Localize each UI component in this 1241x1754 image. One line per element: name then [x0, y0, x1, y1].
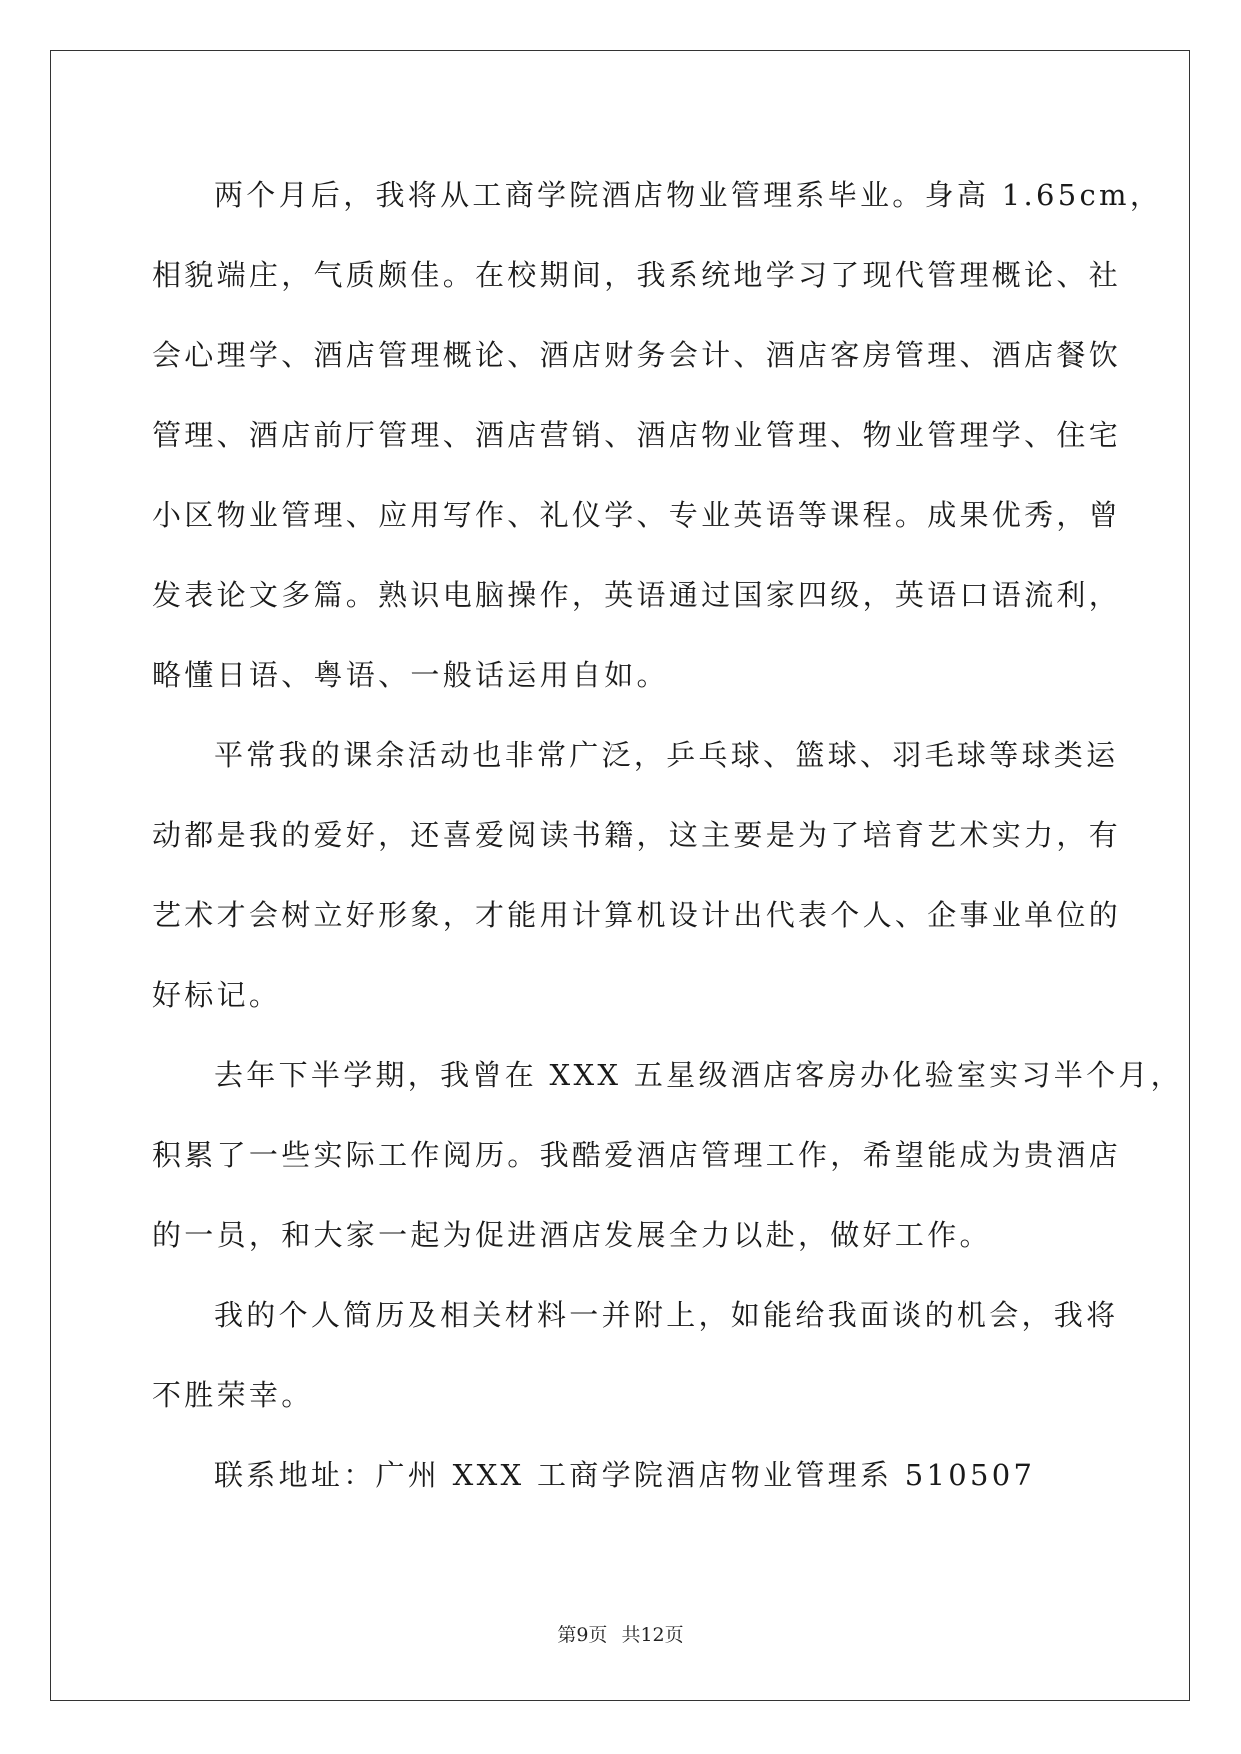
text-line: 联系地址：广州 XXX 工商学院酒店物业管理系 510507: [214, 1458, 1036, 1492]
text-line: 小区物业管理、应用写作、礼仪学、专业英语等课程。成果优秀，曾: [152, 498, 1122, 532]
text-line: 相貌端庄，气质颇佳。在校期间，我系统地学习了现代管理概论、社: [152, 258, 1122, 292]
text-line: 的一员，和大家一起为促进酒店发展全力以赴，做好工作。: [152, 1218, 992, 1252]
text-line: 不胜荣幸。: [152, 1378, 314, 1412]
text-line: 去年下半学期，我曾在 XXX 五星级酒店客房办化验室实习半个月，: [214, 1058, 1183, 1092]
text-line: 艺术才会树立好形象，才能用计算机设计出代表个人、企事业单位的: [152, 898, 1122, 932]
text-line: 管理、酒店前厅管理、酒店营销、酒店物业管理、物业管理学、住宅: [152, 418, 1122, 452]
text-line: 积累了一些实际工作阅历。我酷爱酒店管理工作，希望能成为贵酒店: [152, 1138, 1122, 1172]
page-footer: [0, 1620, 1241, 1647]
text-line: 发表论文多篇。熟识电脑操作，英语通过国家四级，英语口语流利，: [152, 578, 1122, 612]
text-line: 平常我的课余活动也非常广泛，乒乓球、篮球、羽毛球等球类运: [214, 738, 1119, 772]
total-pages: 共12页: [621, 1624, 684, 1646]
page-number: 第9页: [557, 1624, 608, 1646]
text-line: 动都是我的爱好，还喜爱阅读书籍，这主要是为了培育艺术实力，有: [152, 818, 1122, 852]
text-line: 会心理学、酒店管理概论、酒店财务会计、酒店客房管理、酒店餐饮: [152, 338, 1122, 372]
text-line: 我的个人简历及相关材料一并附上，如能给我面谈的机会，我将: [214, 1298, 1119, 1332]
document-body: [152, 155, 1183, 1515]
text-line: 好标记。: [152, 978, 282, 1012]
text-line: 略懂日语、粤语、一般话运用自如。: [152, 658, 669, 692]
text-line: 两个月后，我将从工商学院酒店物业管理系毕业。身高 1.65cm，: [214, 178, 1163, 212]
